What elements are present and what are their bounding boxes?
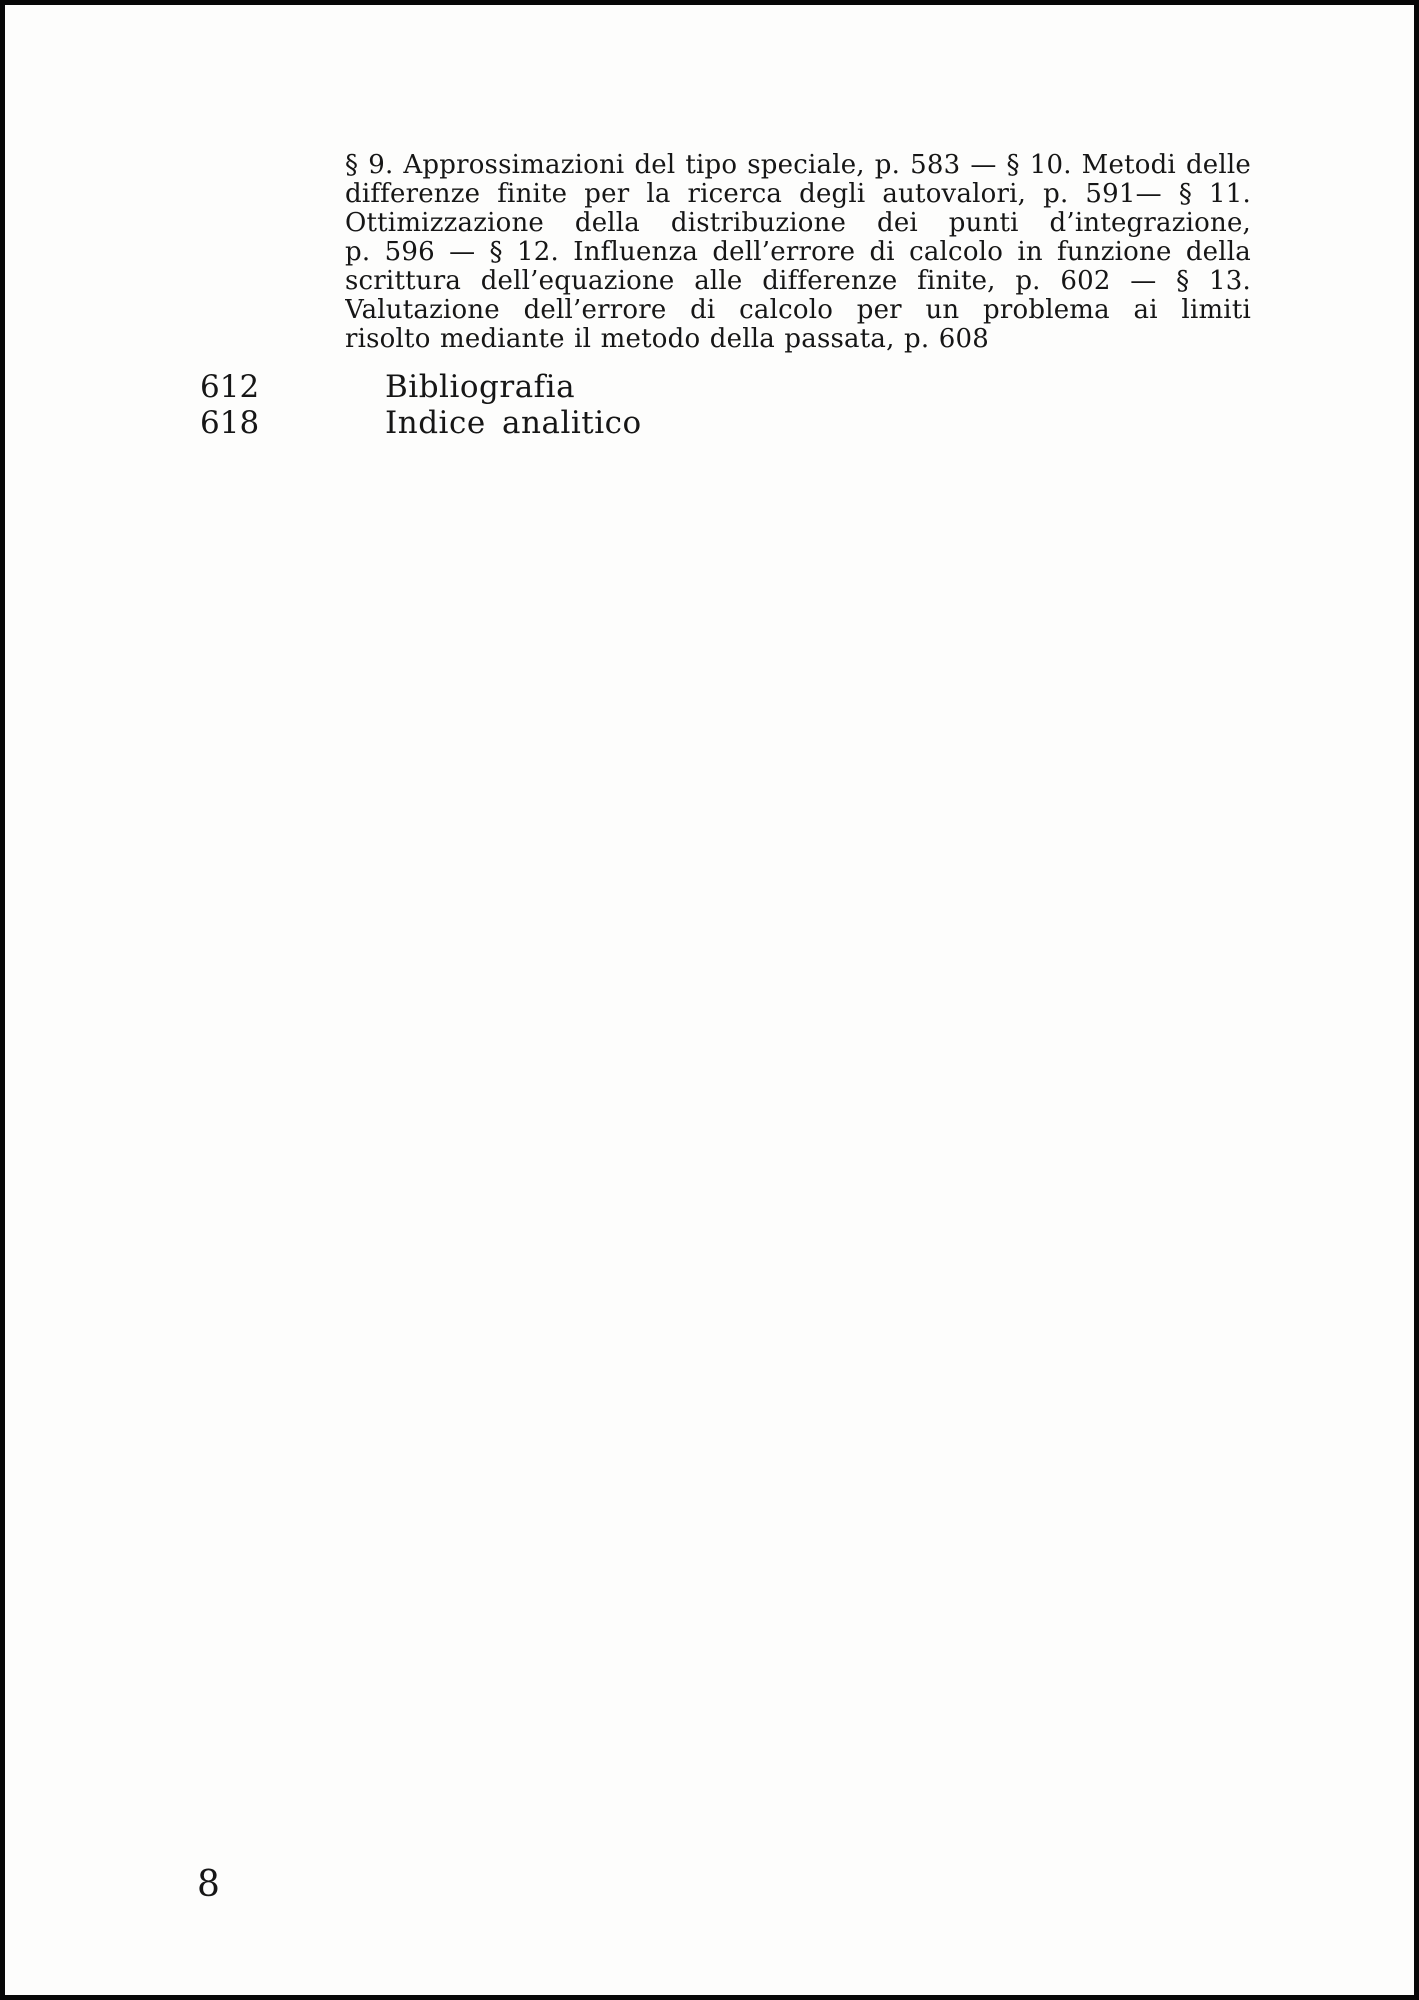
toc-section-paragraph [345,151,1251,354]
paragraph-line: risolto mediante il metodo della passata, p. 608 [345,325,990,354]
paragraph-line: Ottimizzazione della distribuzione dei punti d’integrazione, [345,209,1251,238]
entry-page-number: 618 [200,405,260,441]
entry-page-number: 612 [200,369,260,405]
paragraph-line: scrittura dell’equazione alle differenze finite, p. 602 — § 13. [345,267,1251,296]
paragraph-line: Valutazione dell’errore di calcolo per un problema ai limiti [345,296,1251,325]
page-number: 8 [197,1864,220,1905]
paragraph-line: differenze finite per la ricerca degli autovalori, p. 591— § 11. [345,180,1251,209]
toc-entry [200,369,1260,405]
toc-entry [200,405,1260,441]
paragraph-line: § 9. Approssimazioni del tipo speciale, p. 583 — § 10. Metodi delle [345,151,1251,180]
paragraph-line: p. 596 — § 12. Influenza dell’errore di calcolo in funzione della [345,238,1251,267]
toc-entry-list [200,369,1260,441]
entry-title: Indice analitico [385,405,642,441]
entry-title: Bibliografia [385,369,576,405]
